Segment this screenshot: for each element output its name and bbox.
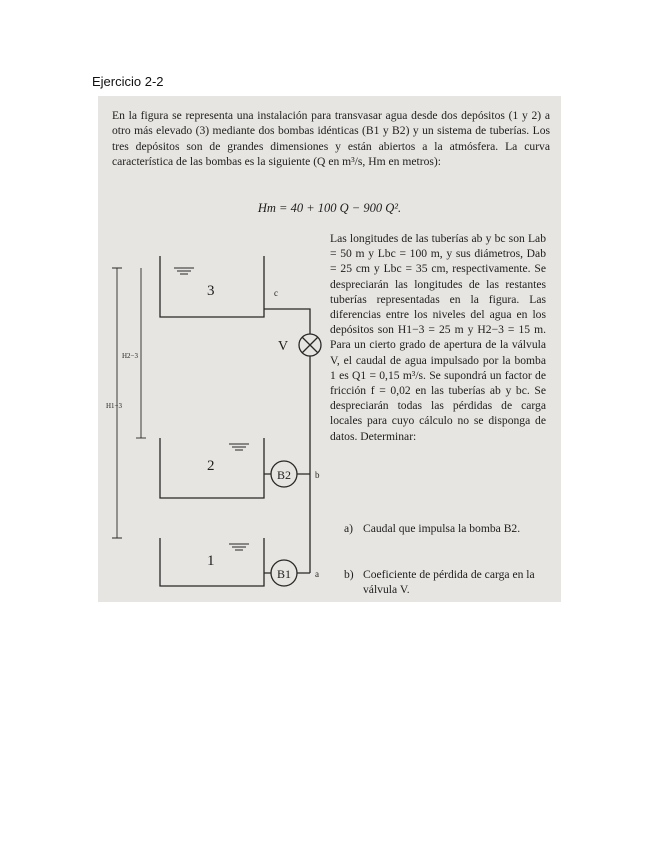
exercise-heading: Ejercicio 2-2 bbox=[92, 74, 164, 89]
node-c-label: c bbox=[274, 288, 278, 298]
problem-intro-paragraph: En la figura se representa una instalación para transvasar agua desde dos depósitos (1 y 2) a otro más elevado (3) mediante dos bombas idénticas (B1 y B2) y un sistema de tuberías. Los tres depósitos son de grandes dimensiones y están abiertos a la atmósfera. La curva característica de las bombas es la siguiente (Q en m³/s, Hm en metros): bbox=[112, 109, 550, 168]
pump-b1-label: B1 bbox=[276, 567, 292, 581]
problem-data-paragraph: Las longitudes de las tuberías ab y bc son Lab = 50 m y Lbc = 100 m, y sus diámetros, Dab = 25 cm y Lbc = 35 cm, respectivamente. Se despreciarán las longitudes de las restantes tuberías representadas en la figura. Las diferencias entre los niveles del agua en los depósitos son H1−3 = 25 m y H2−3 = 15 m. Para un cierto grado de apertura de la válvula V, el caudal de agua impulsado por la bomba 1 es Q1 = 0,15 m³/s. Se supondrá un factor de fricción f = 0,02 en las tuberías ab y bc. Se despreciarán todas las pérdidas de carga locales para cuyo cálculo no se disponga de datos. Determinar: bbox=[330, 232, 546, 443]
tank-1-label: 1 bbox=[207, 553, 215, 569]
node-b-label: b bbox=[315, 470, 320, 480]
pump-b2-label: B2 bbox=[276, 468, 292, 482]
tank-3-label: 3 bbox=[207, 283, 215, 299]
pipe-c-to-valve bbox=[264, 309, 310, 334]
scanned-problem-page bbox=[98, 96, 561, 602]
valve-label: V bbox=[278, 339, 289, 354]
h23-label: H2−3 bbox=[122, 352, 139, 360]
tank-2-label: 2 bbox=[207, 458, 215, 474]
question-b bbox=[344, 567, 546, 597]
question-a bbox=[344, 521, 546, 536]
node-a-label: a bbox=[315, 569, 319, 579]
question-a-text: Caudal que impulsa la bomba B2. bbox=[363, 522, 521, 535]
question-a-label: a) bbox=[344, 522, 354, 535]
pump-curve-equation: Hm = 40 + 100 Q − 900 Q². bbox=[257, 201, 402, 215]
h13-label: H1−3 bbox=[106, 402, 123, 410]
question-b-label: b) bbox=[344, 568, 354, 581]
question-b-text: Coeficiente de pérdida de carga en la válvula V. bbox=[363, 568, 535, 597]
